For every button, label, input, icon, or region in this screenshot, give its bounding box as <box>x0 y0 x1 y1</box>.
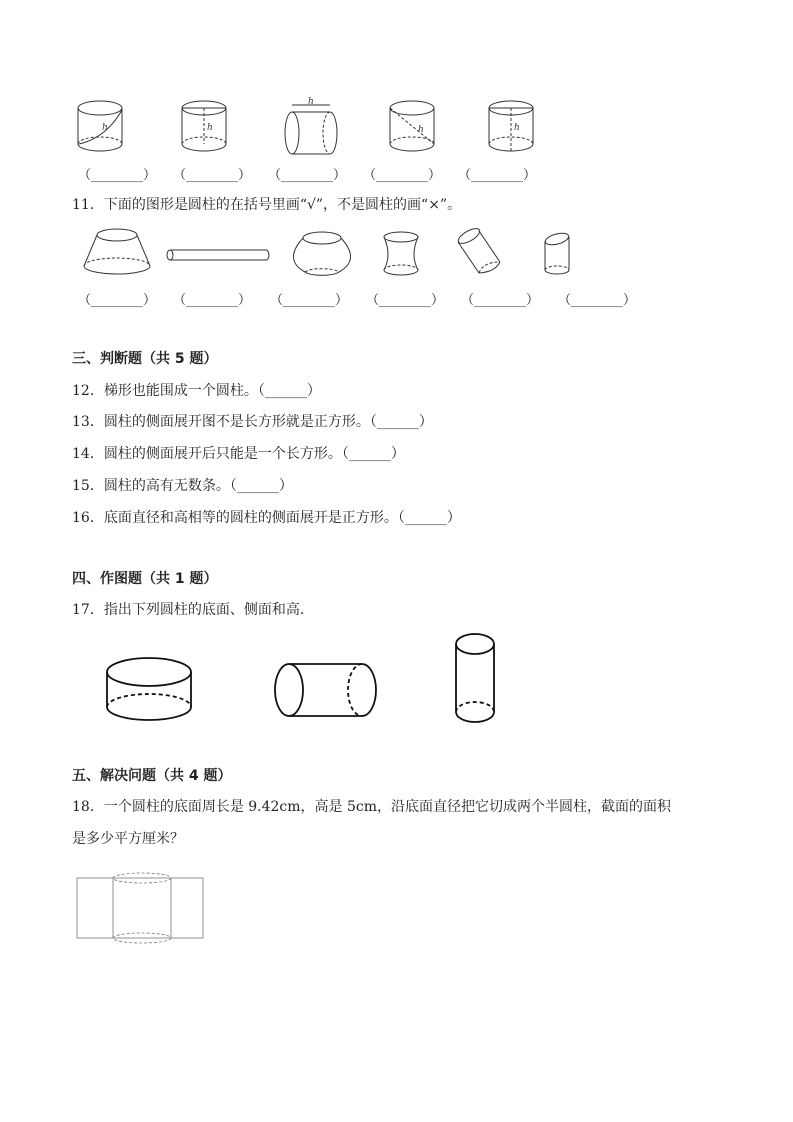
cylinder-net-figure <box>76 870 204 942</box>
frustum-figure <box>82 228 152 278</box>
answer-blank[interactable]: （________） <box>363 168 442 183</box>
svg-text:h: h <box>207 123 213 133</box>
question-12: 12．梯形也能围成一个圆柱。（______） <box>72 383 321 399</box>
svg-text:h: h <box>418 125 424 135</box>
section-5-heading: 五、解决问题（共 4 题） <box>72 768 232 784</box>
answer-blank[interactable]: （________） <box>268 168 347 183</box>
tall-cylinder-figure <box>455 632 497 724</box>
waisted-cylinder-figure <box>382 230 422 278</box>
question-11: 11．下面的图形是圆柱的在括号里画“√”，不是圆柱的画“×”。 <box>72 197 462 213</box>
cylinder-figure-4 <box>388 100 438 155</box>
cylinder-figure-5 <box>487 100 537 155</box>
answer-blank[interactable]: （________） <box>78 293 157 308</box>
answer-blank[interactable]: （________） <box>461 293 540 308</box>
section-4-heading: 四、作图题（共 1 题） <box>72 571 218 587</box>
answer-blank[interactable]: （________） <box>458 168 537 183</box>
oblique-top-cylinder-figure <box>544 232 574 277</box>
tilted-cylinder-figure <box>455 228 505 278</box>
barrel-figure <box>291 230 353 278</box>
cylinder-figure-1 <box>76 100 126 155</box>
svg-text:h: h <box>514 123 520 133</box>
cylinder-figure-2 <box>180 100 230 155</box>
question-15: 15．圆柱的高有无数条。（______） <box>72 478 293 494</box>
horizontal-cylinder-figure <box>274 662 378 718</box>
short-cylinder-figure <box>106 657 194 721</box>
answer-blank[interactable]: （________） <box>558 293 637 308</box>
cylinder-figure-3 <box>282 97 342 155</box>
section-3-heading: 三、判断题（共 5 题） <box>72 351 218 367</box>
answer-blank[interactable]: （________） <box>270 293 349 308</box>
question-16: 16．底面直径和高相等的圆柱的侧面展开是正方形。（______） <box>72 510 461 526</box>
question-18-line-2: 是多少平方厘米？ <box>72 831 184 847</box>
answer-blank[interactable]: （________） <box>173 168 252 183</box>
question-13: 13．圆柱的侧面展开图不是长方形就是正方形。（______） <box>72 414 433 430</box>
question-17: 17．指出下列圆柱的底面、侧面和高. <box>72 602 305 618</box>
answer-blank[interactable]: （________） <box>173 293 252 308</box>
answer-blank[interactable]: （________） <box>366 293 445 308</box>
question-14: 14．圆柱的侧面展开后只能是一个长方形。（______） <box>72 446 405 462</box>
rod-figure <box>166 249 272 261</box>
answer-blank[interactable]: （________） <box>78 168 157 183</box>
question-18-line-1: 18．一个圆柱的底面周长是 9.42cm，高是 5cm，沿底面直径把它切成两个半圆柱，截面的面积 <box>72 799 672 815</box>
svg-text:h: h <box>102 123 108 133</box>
svg-text:h: h <box>308 97 314 107</box>
